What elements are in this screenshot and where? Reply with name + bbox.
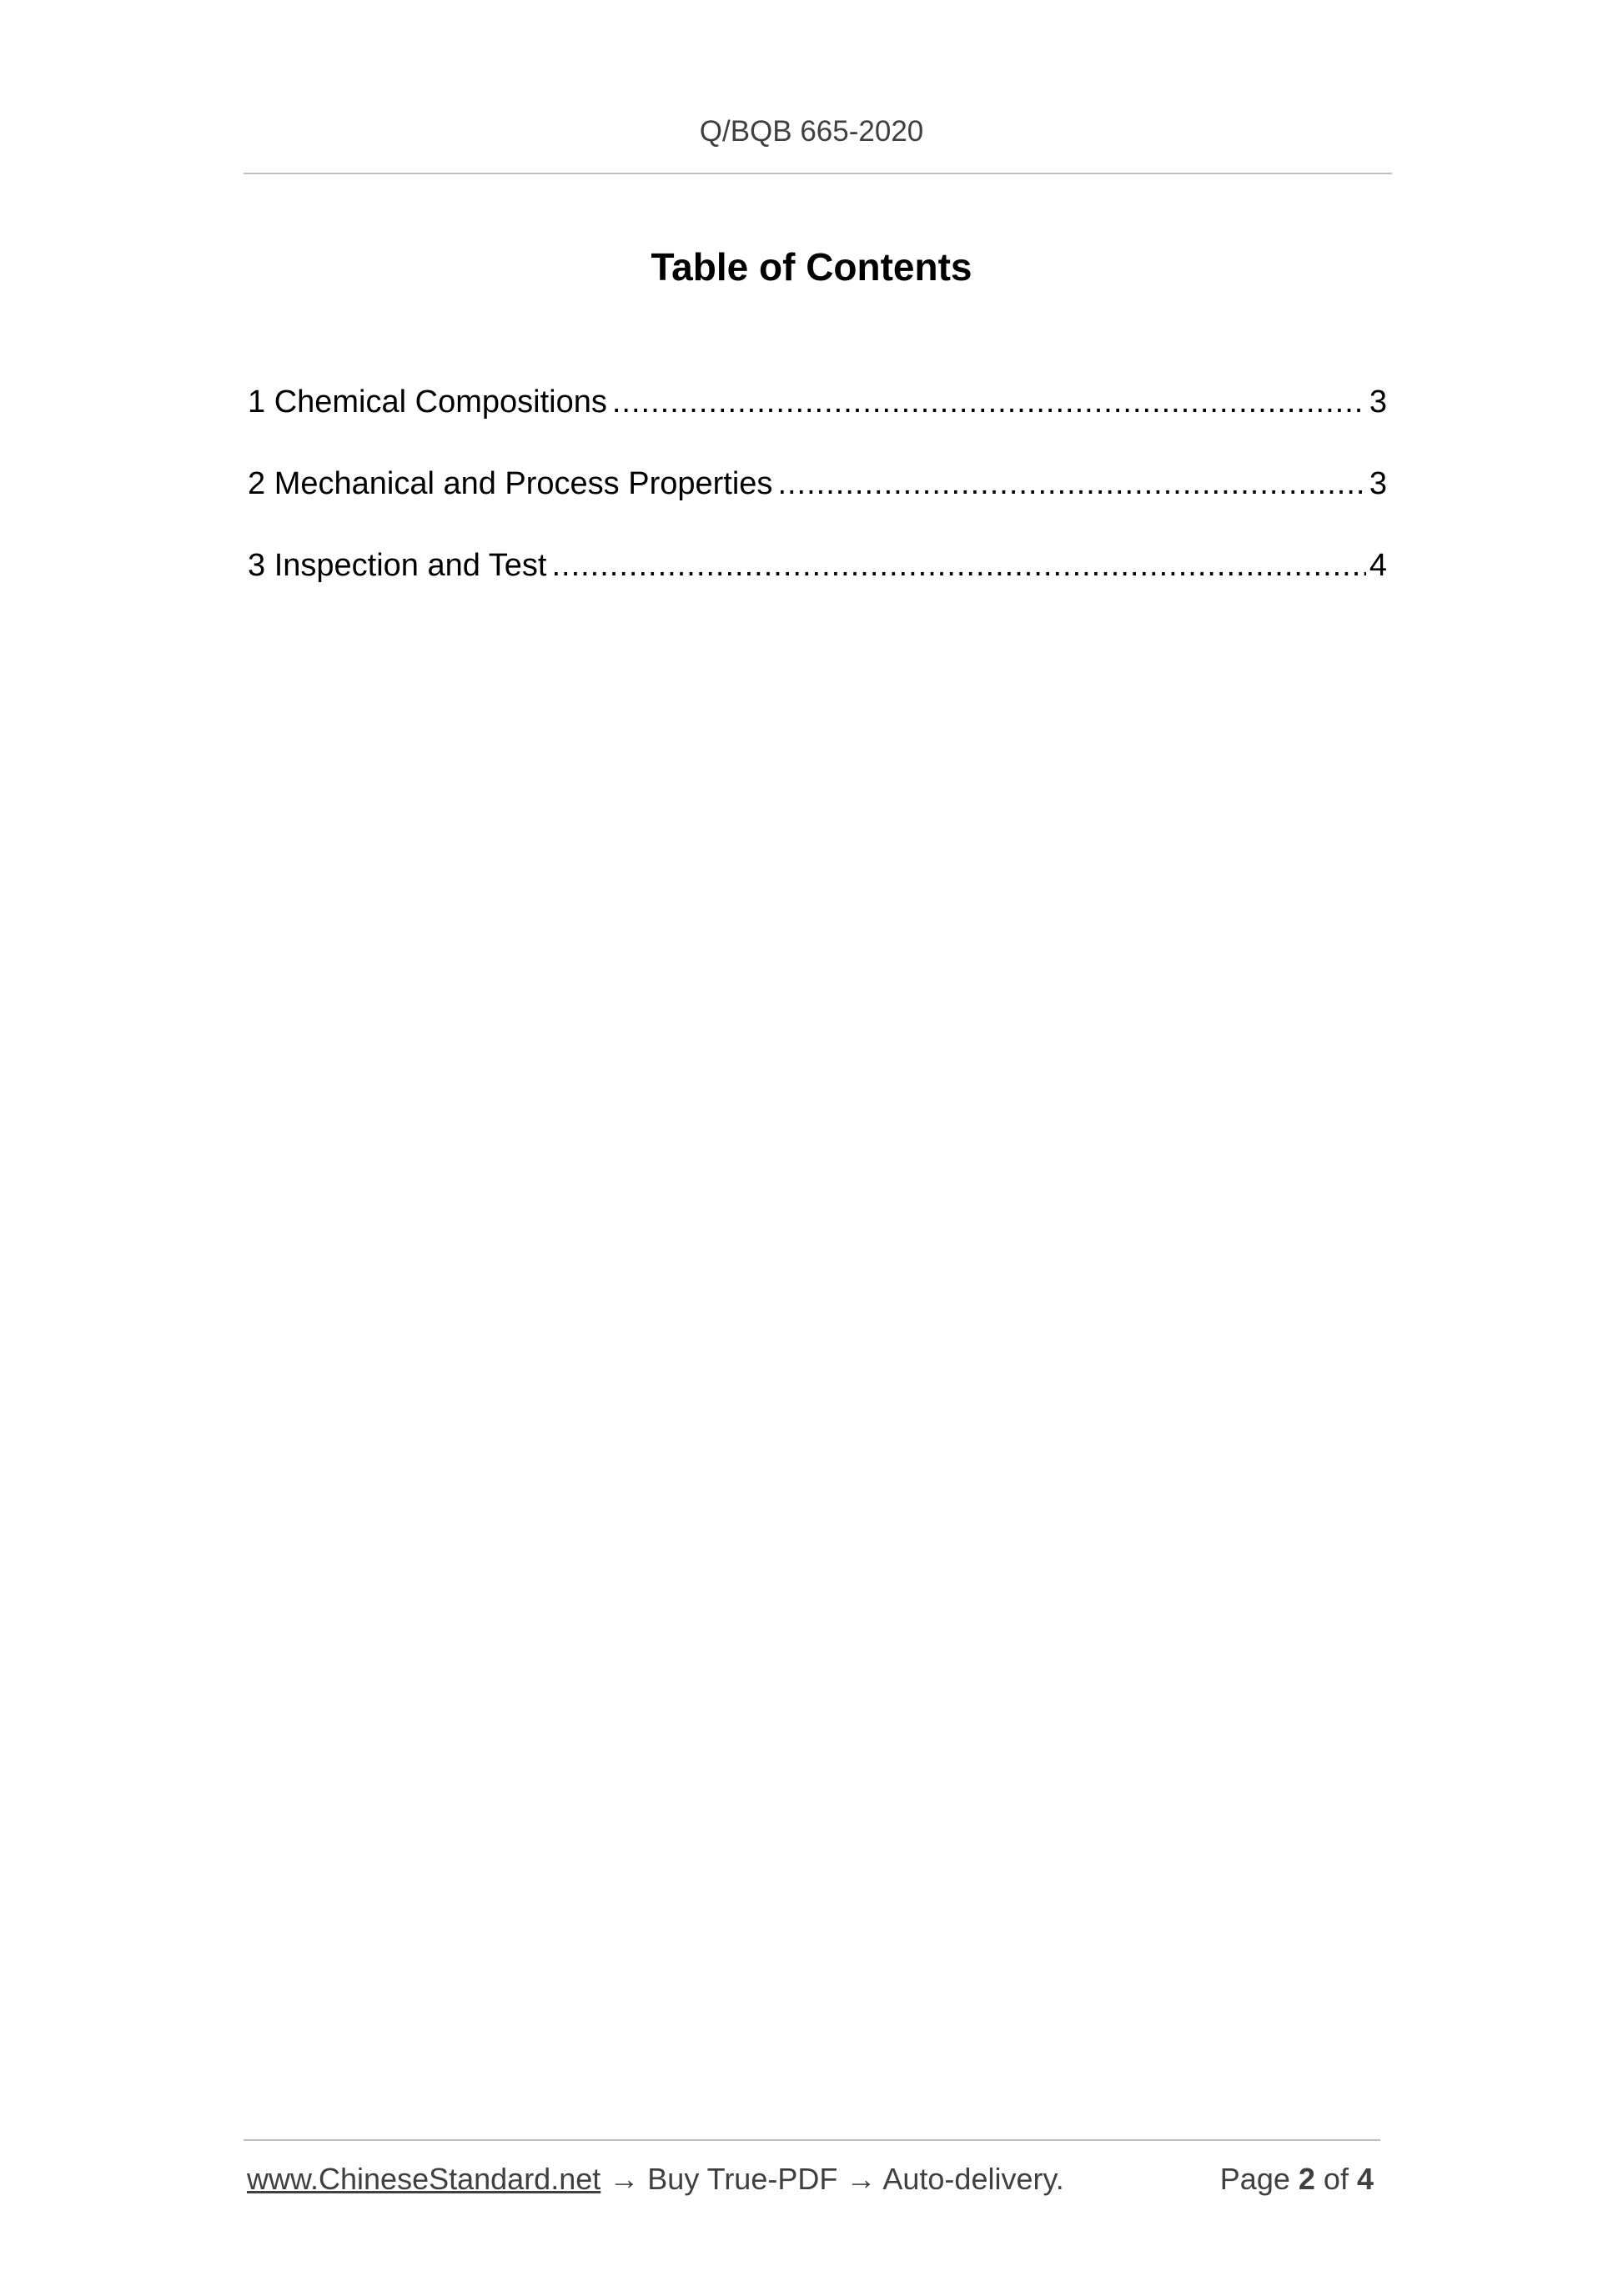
page-number xyxy=(1220,2161,1374,2198)
arrow-right-icon: → xyxy=(846,2162,877,2196)
buy-true-pdf-text: Buy True-PDF xyxy=(647,2162,838,2196)
page-header-doc-id: Q/BQB 665-2020 xyxy=(699,115,924,148)
current-page-number: 2 xyxy=(1298,2162,1315,2196)
toc-dot-leader xyxy=(612,377,1366,427)
toc-entry-title: 3 Inspection and Test xyxy=(248,548,547,583)
total-pages-number: 4 xyxy=(1356,2162,1374,2196)
toc-entry[interactable] xyxy=(248,459,1387,540)
header-divider xyxy=(244,173,1392,174)
toc-dot-leader xyxy=(777,459,1365,509)
footer-promo xyxy=(247,2161,1064,2198)
page-word: Page xyxy=(1219,2162,1290,2196)
toc-entry-page: 4 xyxy=(1369,548,1387,583)
toc-dot-leader xyxy=(551,540,1365,590)
auto-delivery-text: Auto-delivery. xyxy=(882,2162,1064,2196)
arrow-right-icon: → xyxy=(609,2162,640,2196)
toc-entry[interactable] xyxy=(248,377,1387,459)
footer-divider xyxy=(244,2139,1380,2141)
toc-entry-page: 3 xyxy=(1369,466,1387,501)
toc-entry-title: 1 Chemical Compositions xyxy=(248,384,607,420)
of-word: of xyxy=(1323,2162,1349,2196)
toc-entry[interactable] xyxy=(248,540,1387,622)
website-link[interactable]: www.ChineseStandard.net xyxy=(247,2162,601,2196)
toc-entry-page: 3 xyxy=(1369,384,1387,420)
toc-title: Table of Contents xyxy=(651,245,972,289)
toc-entry-title: 2 Mechanical and Process Properties xyxy=(248,466,773,501)
toc-list xyxy=(248,377,1387,622)
